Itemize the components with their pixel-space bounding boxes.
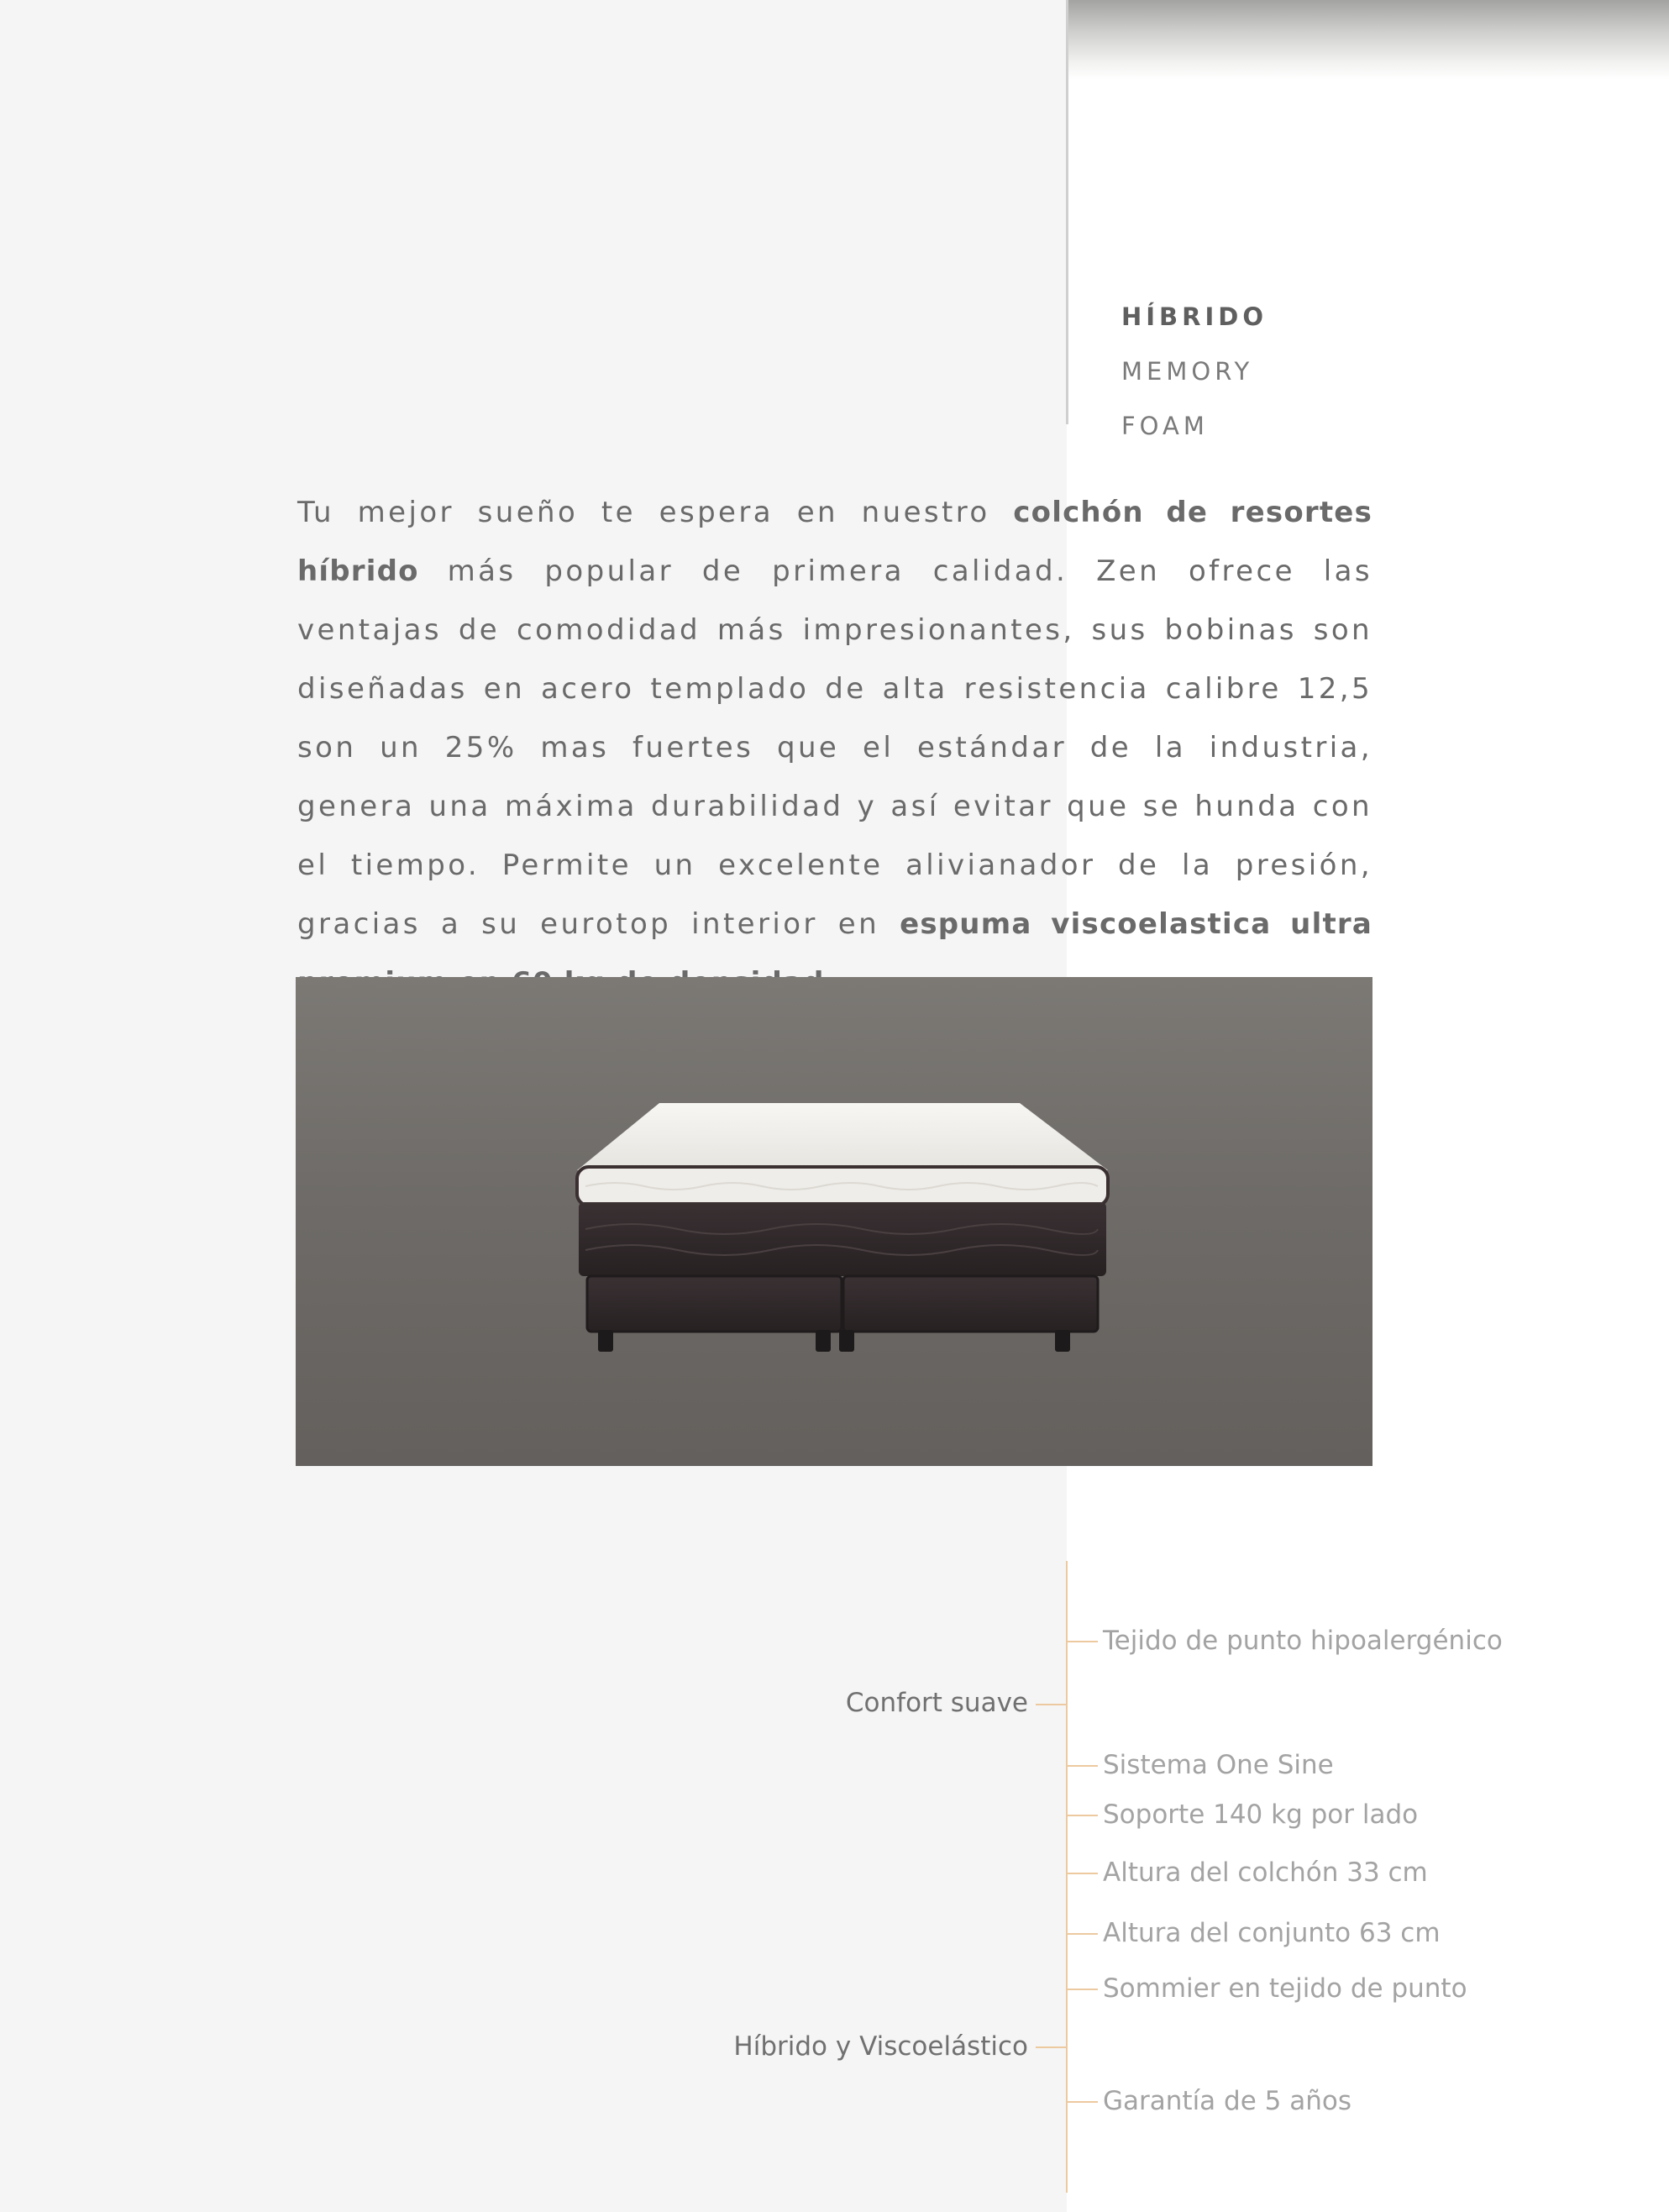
feature-tick	[1068, 1641, 1098, 1642]
feature-tick	[1068, 2101, 1098, 2103]
feature-set-height: Altura del conjunto 63 cm	[1103, 1918, 1441, 1948]
feature-support: Soporte 140 kg por lado	[1103, 1800, 1419, 1830]
feature-tick	[1068, 1765, 1098, 1767]
feature-tick	[1068, 1873, 1098, 1874]
feature-comfort: Confort suave	[845, 1688, 1028, 1718]
feature-mattress-height: Altura del colchón 33 cm	[1103, 1857, 1428, 1888]
type-label-memory: MEMORY	[1121, 357, 1254, 386]
feature-tick	[1036, 1704, 1066, 1705]
feature-connector-line	[1066, 1561, 1068, 2193]
product-description	[297, 483, 1372, 1012]
feature-tick	[1068, 1989, 1098, 1990]
vertical-divider	[1066, 0, 1068, 424]
feature-base-fabric: Sommier en tejido de punto	[1103, 1973, 1467, 2004]
feature-fabric: Tejido de punto hipoalergénico	[1103, 1626, 1503, 1656]
product-photo	[296, 977, 1372, 1466]
type-label-foam: FOAM	[1121, 412, 1209, 440]
mattress-bed-image	[296, 977, 1372, 1466]
feature-tick	[1068, 1815, 1098, 1816]
feature-tick	[1068, 1933, 1098, 1935]
feature-tick	[1036, 2046, 1066, 2048]
description-intro: Tu mejor sueño te espera en nuestro	[297, 496, 1014, 529]
mattress-type-list	[1121, 290, 1267, 454]
type-label-hibrido: HÍBRIDO	[1121, 302, 1268, 331]
feature-spring-system: Sistema One Sine	[1103, 1750, 1334, 1780]
top-shadow-band	[1068, 0, 1669, 80]
description-highlight-springs: colchón de resortes híbrido	[297, 496, 1373, 588]
feature-warranty: Garantía de 5 años	[1103, 2086, 1351, 2116]
description-highlight-foam: espuma viscoelastica ultra	[900, 907, 1373, 941]
feature-type: Híbrido y Viscoelástico	[733, 2031, 1028, 2062]
description-body: más popular de primera calidad. Zen ofrece las ventajas de comodidad más impresionantes, sus bobinas son diseñadas en acero templado de alta resistencia calibre 12,5 son un 25% mas fuertes que el estándar de la industria, genera una máxima durabilidad y así evitar que se hunda con el tiempo. Permite un excelente alivianador de la presión, gracias a su eurotop interior en	[297, 554, 1372, 941]
